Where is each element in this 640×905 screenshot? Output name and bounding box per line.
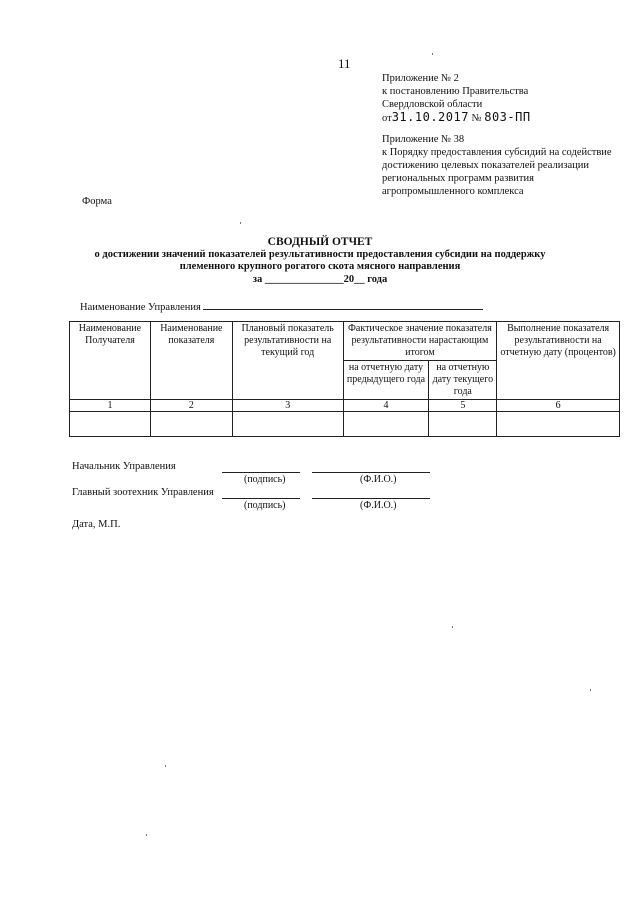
zootechnician-signature-line[interactable] xyxy=(222,498,300,499)
column-number: 6 xyxy=(497,400,620,412)
fio-caption: (Ф.И.О.) xyxy=(360,474,397,485)
report-title: СВОДНЫЙ ОТЧЕТ xyxy=(267,236,373,248)
appendix-2-block xyxy=(382,72,531,125)
appendix-38-block xyxy=(382,133,612,198)
decree-date: 31.10.2017 xyxy=(391,110,469,124)
scan-speck xyxy=(240,222,241,224)
header-current-year: на отчетную дату текущего года xyxy=(429,361,497,400)
scan-speck xyxy=(165,765,166,767)
report-period: за _______________20__ года xyxy=(252,273,388,285)
date-prefix: от xyxy=(382,113,392,124)
appendix-38-line: региональных программ развития xyxy=(382,173,534,184)
header-recipient: Наименование Получателя xyxy=(70,322,151,400)
decree-number: 803-ПП xyxy=(484,110,531,124)
number-sign: № xyxy=(468,113,485,124)
fio-caption: (Ф.И.О.) xyxy=(360,500,397,511)
header-completion: Выполнение показателя результативности на отчетную дату (процентов) xyxy=(497,322,620,400)
head-label: Начальник Управления xyxy=(72,461,176,472)
page-number: 11 xyxy=(338,56,351,71)
report-title-block xyxy=(0,236,640,286)
column-number: 4 xyxy=(343,400,429,412)
table-cell-empty[interactable] xyxy=(232,412,343,437)
scan-speck xyxy=(146,834,147,836)
table-cell-empty[interactable] xyxy=(497,412,620,437)
column-number: 3 xyxy=(232,400,343,412)
signature-caption: (подпись) xyxy=(244,500,286,511)
zootechnician-fio-line[interactable] xyxy=(312,498,430,499)
header-indicator: Наименование показателя xyxy=(150,322,232,400)
table-cell-empty[interactable] xyxy=(70,412,151,437)
header-previous-year: на отчетную дату предыдущего года xyxy=(343,361,429,400)
appendix-38-title: Приложение № 38 xyxy=(382,134,465,145)
zootechnician-label: Главный зоотехник Управления xyxy=(72,487,214,498)
management-field xyxy=(80,299,483,313)
scan-speck xyxy=(432,53,433,55)
column-number: 5 xyxy=(429,400,497,412)
management-label: Наименование Управления xyxy=(80,302,201,313)
header-planned: Плановый показатель результативности на текущий год xyxy=(232,322,343,400)
appendix-38-line: к Порядку предоставления субсидий на содействие xyxy=(382,147,612,158)
head-signature-line[interactable] xyxy=(222,472,300,473)
table-cell-empty[interactable] xyxy=(343,412,429,437)
appendix-38-line: достижению целевых показателей реализации xyxy=(382,160,589,171)
report-subtitle: племенного крупного рогатого скота мясного направления xyxy=(179,261,461,272)
header-actual-group: Фактическое значение показателя результативности нарастающим итогом xyxy=(343,322,497,361)
head-fio-line[interactable] xyxy=(312,472,430,473)
management-input-line[interactable] xyxy=(203,299,483,310)
appendix-38-line: агропромышленного комплекса xyxy=(382,186,524,197)
table-cell-empty[interactable] xyxy=(429,412,497,437)
scan-speck xyxy=(452,626,453,628)
column-number: 1 xyxy=(70,400,151,412)
scan-speck xyxy=(590,689,591,691)
signature-caption: (подпись) xyxy=(244,474,286,485)
date-stamp-label: Дата, М.П. xyxy=(72,519,121,530)
appendix-2-line: Свердловской области xyxy=(382,99,483,110)
appendix-2-line: к постановлению Правительства xyxy=(382,86,529,97)
report-subtitle: о достижении значений показателей результативности предоставления субсидии на поддержку xyxy=(94,248,546,260)
appendix-2-date-line xyxy=(382,111,531,125)
column-number: 2 xyxy=(150,400,232,412)
report-table xyxy=(69,321,620,437)
table-cell-empty[interactable] xyxy=(150,412,232,437)
form-label: Форма xyxy=(82,196,112,207)
appendix-2-title: Приложение № 2 xyxy=(382,73,459,84)
